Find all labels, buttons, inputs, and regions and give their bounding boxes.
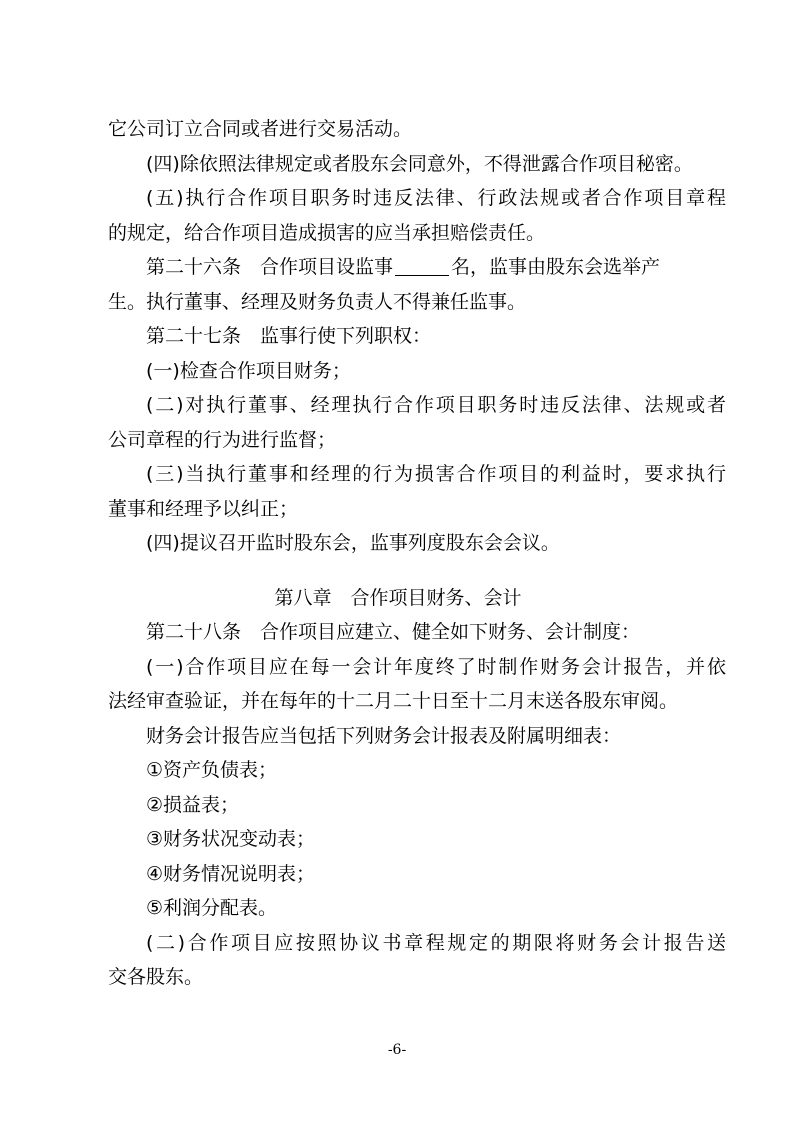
paragraph-line: (四)提议召开监时股东会，监事列度股东会会议。 [146,532,560,554]
paragraph-line: 财务会计报告应当包括下列财务会计报表及附属明细表： [146,724,622,747]
paragraph-line: (一)合作项目应在每一会计年度终了时制作财务会计报告，并依 [146,655,726,678]
document-body [108,112,726,995]
article-26-text-end: 名，监事由股东会选举产 [451,256,661,278]
paragraph-line: (四)除依照法律规定或者股东会同意外，不得泄露合作项目秘密。 [146,152,693,175]
fill-in-blank [395,255,449,276]
paragraph-line: 的规定，给合作项目造成损害的应当承担赔偿责任。 [108,221,546,244]
paragraph-line: (三)当执行董事和经理的行为损害合作项目的利益时，要求执行 [146,463,726,485]
article-26-line [108,250,688,285]
paragraph-line: (一)检查合作项目财务； [146,359,351,382]
list-item: ③财务状况变动表； [146,828,316,850]
paragraph-line: 交各股东。 [108,966,204,988]
paragraph-line: 公司章程的行为进行监督； [108,428,337,451]
chapter-title: 第八章 合作项目财务、会计 [274,586,522,609]
paragraph-line: 第二十七条 监事行使下列职权： [146,325,432,347]
list-item: ②损益表； [146,793,240,816]
paragraph-line: 法经审查验证，并在每年的十二月二十日至十二月末送各股东审阅。 [108,690,679,712]
paragraph-line: (二)合作项目应按照协议书章程规定的期限将财务会计报告送 [146,931,726,954]
paragraph-line: (二)对执行董事、经理执行合作项目职务时违反法律、法规或者 [146,394,726,416]
section-spacer [108,561,688,581]
paragraph-line: 董事和经理予以纠正； [108,497,299,520]
article-26-text-start: 第二十六条 合作项目设监事 [146,256,394,278]
paragraph-line: 第二十八条 合作项目应建立、健全如下财务、会计制度： [146,621,641,643]
paragraph-line: 生。执行董事、经理及财务负责人不得兼任监事。 [108,290,527,313]
paragraph-line: 它公司订立合同或者进行交易活动。 [108,118,413,140]
list-item: ④财务情况说明表； [146,862,316,885]
list-item: ①资产负债表； [146,759,278,781]
paragraph-line: (五)执行合作项目职务时违反法律、行政法规或者合作项目章程 [146,187,726,209]
list-item: ⑤利润分配表。 [146,897,278,919]
page-number: -6- [387,1042,407,1058]
